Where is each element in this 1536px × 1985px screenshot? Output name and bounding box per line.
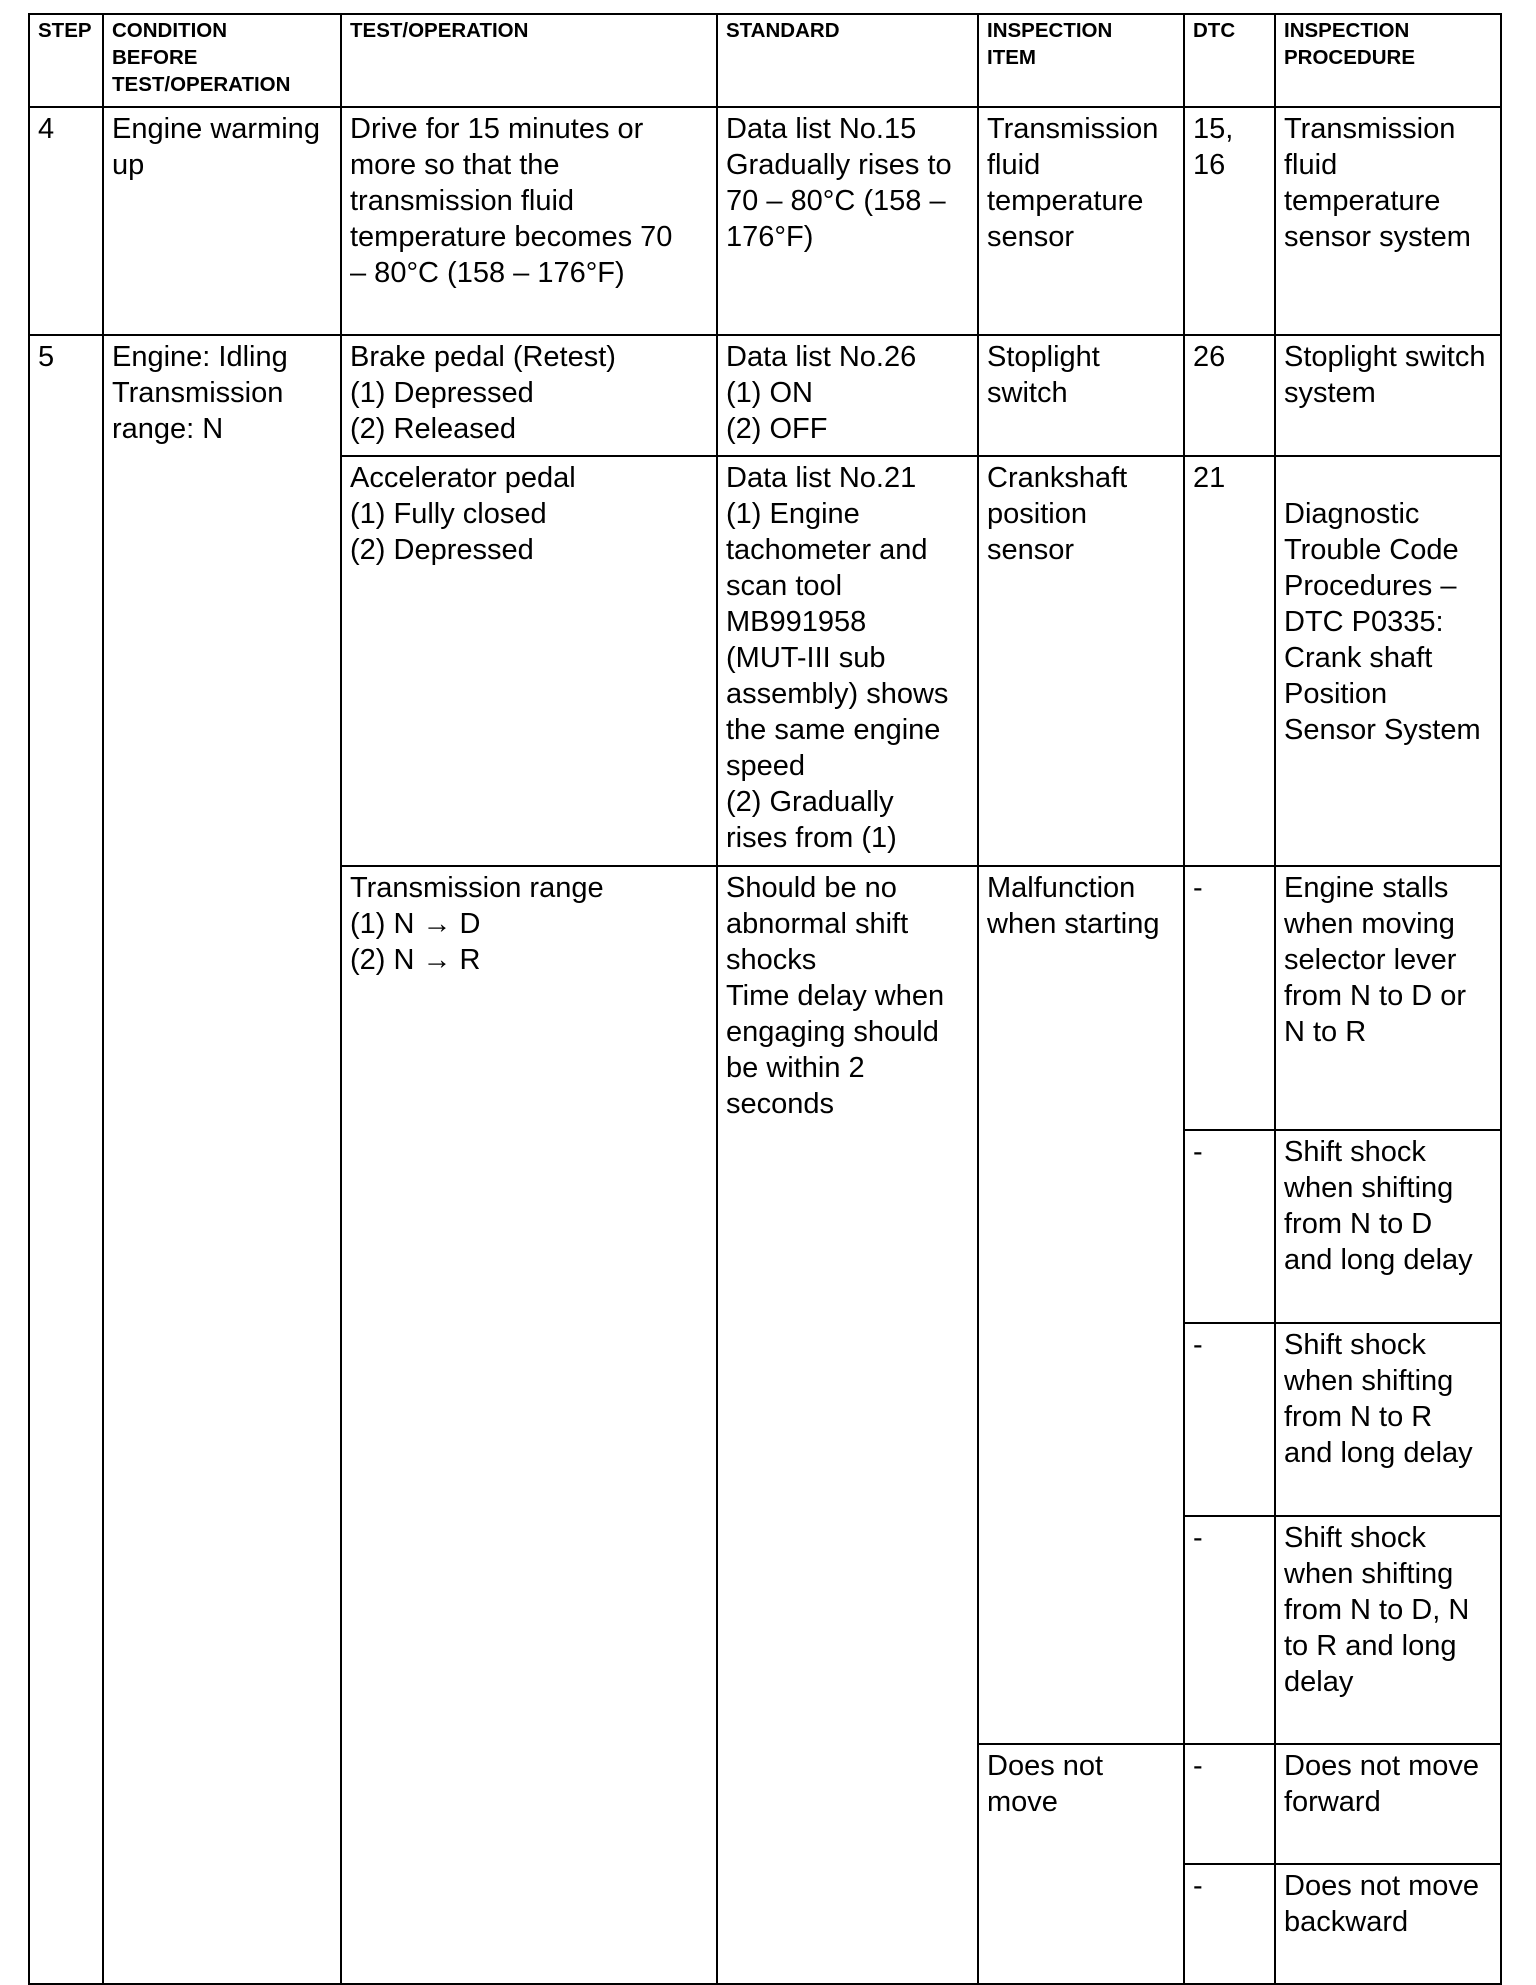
- inspection-procedure-cell: Shift shock when shifting from N to D, N to R and long delay: [1275, 1516, 1501, 1744]
- header-standard: STANDARD: [717, 14, 978, 107]
- step-number: 4: [29, 107, 103, 335]
- inspection-procedure-cell: Diagnostic Trouble Code Procedures – DTC P0335: Crank shaft Position Sensor System: [1275, 456, 1501, 866]
- header-inspection-procedure: INSPECTION PROCEDURE: [1275, 14, 1501, 107]
- inspection-procedure-cell: Does not move backward: [1275, 1864, 1501, 1984]
- dtc-cell: -: [1184, 1323, 1275, 1516]
- inspection-item-cell: Transmission fluid temperature sensor: [978, 107, 1184, 335]
- header-inspection-item: INSPECTION ITEM: [978, 14, 1184, 107]
- standard-cell: Data list No.26 (1) ON (2) OFF: [717, 335, 978, 456]
- inspection-procedure-cell: Shift shock when shifting from N to D and long delay: [1275, 1130, 1501, 1323]
- inspection-procedure-cell: Transmission fluid temperature sensor system: [1275, 107, 1501, 335]
- header-dtc: DTC: [1184, 14, 1275, 107]
- dtc-cell: 15, 16: [1184, 107, 1275, 335]
- dtc-cell: 26: [1184, 335, 1275, 456]
- test-operation-cell: Drive for 15 minutes or more so that the transmission fluid temperature becomes 70 – 80°C (158 – 176°F): [341, 107, 717, 335]
- table-header-row: [29, 14, 1501, 107]
- test-operation-cell: Accelerator pedal (1) Fully closed (2) Depressed: [341, 456, 717, 866]
- dtc-cell: -: [1184, 1744, 1275, 1864]
- dtc-cell: 21: [1184, 456, 1275, 866]
- table-row-step-4: [29, 107, 1501, 335]
- inspection-procedure-cell: Engine stalls when moving selector lever from N to D or N to R: [1275, 866, 1501, 1130]
- test-operation-cell: Brake pedal (Retest) (1) Depressed (2) Released: [341, 335, 717, 456]
- dtc-cell: -: [1184, 866, 1275, 1130]
- header-step: STEP: [29, 14, 103, 107]
- inspection-item-cell: Does not move: [978, 1744, 1184, 1984]
- standard-cell: Data list No.15 Gradually rises to 70 – 80°C (158 – 176°F): [717, 107, 978, 335]
- inspection-procedure-cell: Shift shock when shifting from N to R and long delay: [1275, 1323, 1501, 1516]
- condition-cell: Engine: Idling Transmission range: N: [103, 335, 341, 1984]
- header-test-operation: TEST/OPERATION: [341, 14, 717, 107]
- test-operation-cell: Transmission range (1) N → D (2) N → R: [341, 866, 717, 1984]
- inspection-procedure-cell: Stoplight switch system: [1275, 335, 1501, 456]
- step-number: 5: [29, 335, 103, 1984]
- dtc-cell: -: [1184, 1864, 1275, 1984]
- inspection-table: [28, 13, 1502, 1985]
- inspection-item-cell: Malfunction when starting: [978, 866, 1184, 1744]
- header-condition: CONDITION BEFORE TEST/OPERATION: [103, 14, 341, 107]
- dtc-cell: -: [1184, 1516, 1275, 1744]
- inspection-procedure-cell: Does not move forward: [1275, 1744, 1501, 1864]
- inspection-item-cell: Crankshaft position sensor: [978, 456, 1184, 866]
- table-row-step-5-brake: [29, 335, 1501, 456]
- dtc-cell: -: [1184, 1130, 1275, 1323]
- standard-cell: Data list No.21 (1) Engine tachometer and scan tool MB991958 (MUT-III sub assembly) shows the same engine speed (2) Gradually rises from (1): [717, 456, 978, 866]
- standard-cell: Should be no abnormal shift shocks Time delay when engaging should be within 2 seconds: [717, 866, 978, 1984]
- condition-cell: Engine warming up: [103, 107, 341, 335]
- inspection-item-cell: Stoplight switch: [978, 335, 1184, 456]
